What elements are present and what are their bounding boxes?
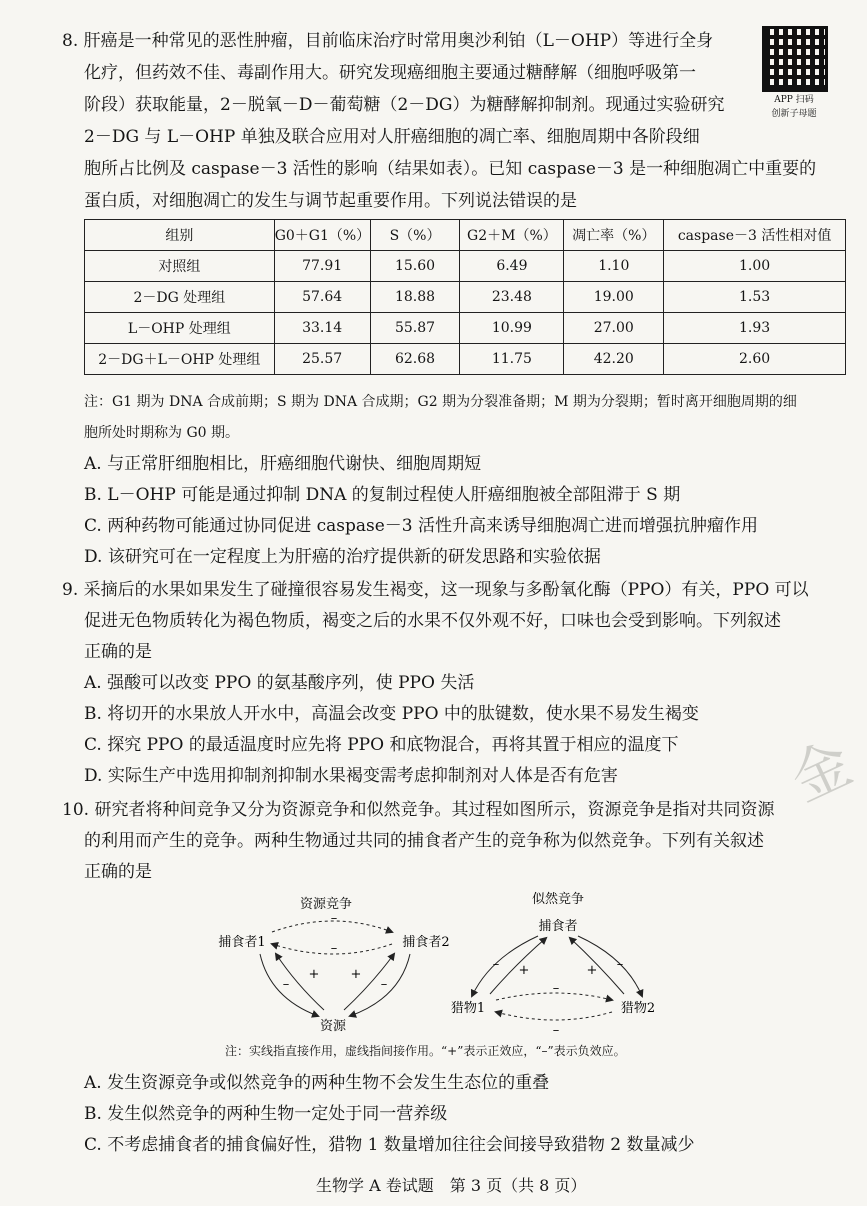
table-note: 胞所处时期称为 G0 期。 xyxy=(84,425,239,441)
table-cell: 对照组 xyxy=(85,251,275,282)
table-note: 注：G1 期为 DNA 合成前期；S 期为 DNA 合成期；G2 期为分裂准备期；M 期为分裂期；暂时离开细胞周期的细 xyxy=(84,394,797,410)
minus-sign: – xyxy=(330,911,338,926)
table-header: 组别 xyxy=(85,220,275,251)
watermark: 金 xyxy=(780,728,862,815)
q10-option-a[interactable]: A. 发生资源竞争或似然竞争的两种生物不会发生生态位的重叠 xyxy=(84,1073,550,1093)
q9-option-d[interactable]: D. 实际生产中选用抑制剂抑制水果褐变需考虑抑制剂对人体是否有危害 xyxy=(84,766,618,786)
q8-option-a[interactable]: A. 与正常肝细胞相比，肝癌细胞代谢快、细胞周期短 xyxy=(84,454,482,474)
q9-line: 促进无色物质转化为褐色物质，褐变之后的水果不仅外观不好，口味也会受到影响。下列叙述 xyxy=(84,611,781,631)
table-cell: 18.88 xyxy=(370,282,460,313)
qr-code[interactable] xyxy=(762,26,828,92)
minus-sign: – xyxy=(330,941,338,956)
table-header-row xyxy=(85,220,846,251)
qr-caption: APP 扫码 xyxy=(774,95,814,105)
resource-competition-title: 资源竞争 xyxy=(299,897,353,912)
table-header: 凋亡率（%） xyxy=(564,220,664,251)
q8-line: 蛋白质，对细胞凋亡的发生与调节起重要作用。下列说法错误的是 xyxy=(84,191,577,211)
q10-option-c[interactable]: C. 不考虑捕食者的捕食偏好性，猎物 1 数量增加往往会间接导致猎物 2 数量减少 xyxy=(84,1135,695,1155)
predator-label: 捕食者 xyxy=(538,919,578,934)
table-cell: 6.49 xyxy=(460,251,564,282)
minus-sign: – xyxy=(282,977,290,992)
table-cell: 1.93 xyxy=(664,313,846,344)
table-cell: 1.00 xyxy=(664,251,846,282)
table-cell: 25.57 xyxy=(274,344,370,375)
q8-option-c[interactable]: C. 两种药物可能通过协同促进 caspase－3 活性升高来诱导细胞凋亡进而增强抗肿瘤作用 xyxy=(84,516,759,536)
q8-line: 胞所占比例及 caspase－3 活性的影响（结果如表）。已知 caspase－3 是一种细胞凋亡中重要的 xyxy=(84,159,817,179)
table-cell: 77.91 xyxy=(274,251,370,282)
table-row xyxy=(85,344,846,375)
q8-line: 2－DG 与 L－OHP 单独及联合应用对人肝癌细胞的凋亡率、细胞周期中各阶段细 xyxy=(84,127,700,147)
minus-sign: – xyxy=(552,1023,560,1038)
table-cell: 1.10 xyxy=(564,251,664,282)
table-cell: 10.99 xyxy=(460,313,564,344)
table-header: G2＋M（%） xyxy=(460,220,564,251)
apparent-competition-title: 似然竞争 xyxy=(531,892,585,907)
minus-sign: – xyxy=(552,981,560,996)
prey1-label: 猎物1 xyxy=(450,1001,486,1016)
table-row xyxy=(85,251,846,282)
table-cell: 42.20 xyxy=(564,344,664,375)
table-cell: 15.60 xyxy=(370,251,460,282)
table-cell: 33.14 xyxy=(274,313,370,344)
predator1-label: 捕食者1 xyxy=(218,935,266,950)
table-header: G0＋G1（%） xyxy=(274,220,370,251)
table-cell: 27.00 xyxy=(564,313,664,344)
q9-line: 9. 采摘后的水果如果发生了碰撞很容易发生褐变，这一现象与多酚氧化酶（PPO）有关，PPO 可以 xyxy=(62,580,809,600)
table-row xyxy=(85,282,846,313)
table-cell: 2.60 xyxy=(664,344,846,375)
minus-sign: – xyxy=(380,977,388,992)
plus-sign: + xyxy=(586,963,598,978)
table-cell: 11.75 xyxy=(460,344,564,375)
table-cell: L－OHP 处理组 xyxy=(85,313,275,344)
q10-line: 10. 研究者将种间竞争又分为资源竞争和似然竞争。其过程如图所示，资源竞争是指对共同资源 xyxy=(62,800,775,820)
table-row xyxy=(85,313,846,344)
competition-diagram xyxy=(200,888,700,1038)
minus-sign: – xyxy=(616,957,624,972)
diagram-caption: 注：实线指直接作用，虚线指间接作用。“+”表示正效应，“–”表示负效应。 xyxy=(225,1044,626,1058)
q8-line: 阶段）获取能量，2－脱氧－D－葡萄糖（2－DG）为糖酵解抑制剂。现通过实验研究 xyxy=(84,95,725,115)
q9-option-c[interactable]: C. 探究 PPO 的最适温度时应先将 PPO 和底物混合，再将其置于相应的温度下 xyxy=(84,735,679,755)
q9-line: 正确的是 xyxy=(84,642,152,662)
q8-option-d[interactable]: D. 该研究可在一定程度上为肝癌的治疗提供新的研发思路和实验依据 xyxy=(84,547,601,567)
q10-line: 的利用而产生的竞争。两种生物通过共同的捕食者产生的竞争称为似然竞争。下列有关叙述 xyxy=(84,831,764,851)
minus-sign: – xyxy=(492,957,500,972)
q9-option-a[interactable]: A. 强酸可以改变 PPO 的氨基酸序列，使 PPO 失活 xyxy=(84,673,475,693)
q8-line: 8. 肝癌是一种常见的恶性肿瘤，目前临床治疗时常用奥沙利铂（L－OHP）等进行全身 xyxy=(62,31,714,51)
prey2-label: 猎物2 xyxy=(620,1001,656,1016)
table-cell: 62.68 xyxy=(370,344,460,375)
table-header: S（%） xyxy=(370,220,460,251)
plus-sign: + xyxy=(350,967,362,982)
table-cell: 2－DG 处理组 xyxy=(85,282,275,313)
qr-caption: 创新子母题 xyxy=(771,109,817,119)
page-footer: 生物学 A 卷试题 第 3 页（共 8 页） xyxy=(316,1176,587,1195)
q10-option-b[interactable]: B. 发生似然竞争的两种生物一定处于同一营养级 xyxy=(84,1104,448,1124)
table-cell: 55.87 xyxy=(370,313,460,344)
table-cell: 57.64 xyxy=(274,282,370,313)
q8-option-b[interactable]: B. L－OHP 可能是通过抑制 DNA 的复制过程使人肝癌细胞被全部阻滞于 S 期 xyxy=(84,485,681,505)
table-cell: 23.48 xyxy=(460,282,564,313)
indirect-arrow xyxy=(496,1012,612,1020)
q9-option-b[interactable]: B. 将切开的水果放人开水中，高温会改变 PPO 中的肽键数，使水果不易发生褐变 xyxy=(84,704,699,724)
q8-line: 化疗，但药效不佳、毒副作用大。研究发现癌细胞主要通过糖酵解（细胞呼吸第一 xyxy=(84,63,696,83)
table-cell: 1.53 xyxy=(664,282,846,313)
predator2-label: 捕食者2 xyxy=(402,935,450,950)
resource-label: 资源 xyxy=(319,1019,347,1034)
plus-sign: + xyxy=(308,967,320,982)
plus-sign: + xyxy=(518,963,530,978)
table-header: caspase－3 活性相对值 xyxy=(664,220,846,251)
q10-line: 正确的是 xyxy=(84,862,152,882)
table-cell: 2－DG＋L－OHP 处理组 xyxy=(85,344,275,375)
table-cell: 19.00 xyxy=(564,282,664,313)
results-table xyxy=(84,219,846,375)
